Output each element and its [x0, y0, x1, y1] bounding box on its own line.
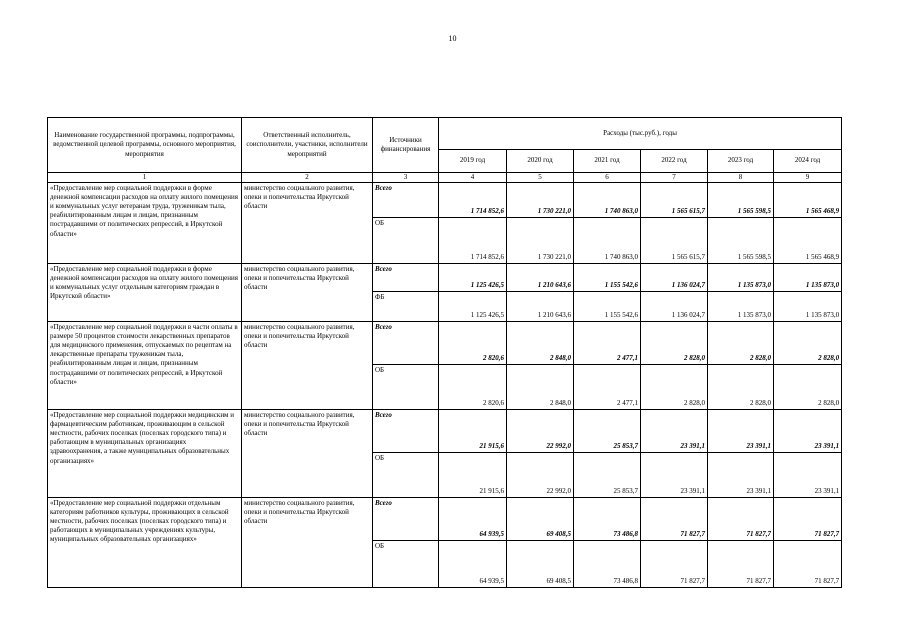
- source-total-label: Всего: [373, 322, 439, 365]
- total-value: 2 820,6: [439, 322, 507, 365]
- total-value: 2 828,0: [774, 322, 842, 365]
- total-value: 69 408,5: [507, 498, 574, 541]
- column-number: 3: [373, 173, 439, 183]
- source-fb-label: ОБ: [373, 541, 439, 588]
- header-year: 2019 год: [439, 150, 507, 173]
- header-year: 2022 год: [641, 150, 708, 173]
- fb-value: 1 565 468,9: [774, 218, 842, 264]
- total-value: 2 477,1: [574, 322, 641, 365]
- total-value: 2 828,0: [708, 322, 774, 365]
- column-number: 8: [708, 173, 774, 183]
- total-value: 23 391,1: [774, 410, 842, 453]
- header-sources: Источники финансирования: [373, 118, 439, 173]
- fb-value: 1 740 863,0: [574, 218, 641, 264]
- fb-value: 2 477,1: [574, 365, 641, 410]
- fb-value: 23 391,1: [774, 453, 842, 498]
- total-value: 1 135 873,0: [774, 264, 842, 292]
- header-year: 2020 год: [507, 150, 574, 173]
- fb-value: 71 827,7: [774, 541, 842, 588]
- fb-value: 71 827,7: [708, 541, 774, 588]
- fb-value: 2 848,0: [507, 365, 574, 410]
- fb-value: 1 565 615,7: [641, 218, 708, 264]
- fb-value: 2 820,6: [439, 365, 507, 410]
- program-executor: министерство социального развития, опеки и попечительства Иркутской области: [242, 410, 373, 498]
- column-number: 6: [574, 173, 641, 183]
- fb-value: 1 136 024,7: [641, 292, 708, 322]
- fb-value: 1 135 873,0: [774, 292, 842, 322]
- column-number: 4: [439, 173, 507, 183]
- total-value: 1 155 542,6: [574, 264, 641, 292]
- fb-value: 71 827,7: [641, 541, 708, 588]
- total-value: 1 125 426,5: [439, 264, 507, 292]
- total-value: 2 848,0: [507, 322, 574, 365]
- program-row-total: [48, 322, 842, 365]
- program-executor: министерство социального развития, опеки и попечительства Иркутской области: [242, 183, 373, 264]
- total-value: 71 827,7: [774, 498, 842, 541]
- total-value: 1 210 643,6: [507, 264, 574, 292]
- fb-value: 69 408,5: [507, 541, 574, 588]
- program-row-total: [48, 264, 842, 292]
- column-number: 2: [242, 173, 373, 183]
- fb-value: 1 565 598,5: [708, 218, 774, 264]
- total-value: 71 827,7: [641, 498, 708, 541]
- source-fb-label: ОБ: [373, 365, 439, 410]
- header-year: 2024 год: [774, 150, 842, 173]
- total-value: 71 827,7: [708, 498, 774, 541]
- fb-value: 1 714 852,6: [439, 218, 507, 264]
- header-year: 2023 год: [708, 150, 774, 173]
- program-name: «Предоставление мер социальной поддержки в форме денежной компенсации расходов на оплату жилого помещения и коммунальных услуг отдельным категориям граждан в Иркутской области»: [48, 264, 242, 322]
- program-name: «Предоставление мер социальной поддержки в форме денежной компенсации расходов на оплату жилого помещения и коммунальных услуг ветеранам труда, труженикам тыла, реабилитированным лицам и лицам, признанным пострадавшими от политических репрессий, в Иркутской области»: [48, 183, 242, 264]
- total-value: 73 486,8: [574, 498, 641, 541]
- source-total-label: Всего: [373, 264, 439, 292]
- total-value: 1 565 598,5: [708, 183, 774, 218]
- program-executor: министерство социального развития, опеки и попечительства Иркутской области: [242, 498, 373, 588]
- header-row: [48, 118, 842, 150]
- header-executor: Ответственный исполнитель, соисполнители, участники, исполнители мероприятий: [242, 118, 373, 173]
- source-fb-label: ОБ: [373, 453, 439, 498]
- total-value: 1 135 873,0: [708, 264, 774, 292]
- program-executor: министерство социального развития, опеки и попечительства Иркутской области: [242, 322, 373, 410]
- fb-value: 1 210 643,6: [507, 292, 574, 322]
- fb-value: 21 915,6: [439, 453, 507, 498]
- fb-value: 2 828,0: [641, 365, 708, 410]
- fb-value: 1 135 873,0: [708, 292, 774, 322]
- fb-value: 23 391,1: [708, 453, 774, 498]
- fb-value: 1 125 426,5: [439, 292, 507, 322]
- program-name: «Предоставление мер социальной поддержки медицинским и фармацевтическим работникам, проживающим в сельской местности, рабочих поселках (поселках городского типа) и работающим в муниципальных организациях здравоохранения, а также муниципальных образовательных организациях»: [48, 410, 242, 498]
- fb-value: 73 486,8: [574, 541, 641, 588]
- total-value: 64 939,5: [439, 498, 507, 541]
- total-value: 1 565 615,7: [641, 183, 708, 218]
- page-number: 10: [448, 34, 457, 43]
- header-year: 2021 год: [574, 150, 641, 173]
- fb-value: 64 939,5: [439, 541, 507, 588]
- fb-value: 1 730 221,0: [507, 218, 574, 264]
- total-value: 23 391,1: [708, 410, 774, 453]
- header-name: Наименование государственной программы, подпрограммы, ведомственной целевой программы, основного мероприятия, мероприятия: [48, 118, 242, 173]
- fb-value: 2 828,0: [708, 365, 774, 410]
- source-total-label: Всего: [373, 498, 439, 541]
- total-value: 1 714 852,6: [439, 183, 507, 218]
- fb-value: 2 828,0: [774, 365, 842, 410]
- source-fb-label: ОБ: [373, 218, 439, 264]
- total-value: 1 136 024,7: [641, 264, 708, 292]
- source-total-label: Всего: [373, 183, 439, 218]
- total-value: 1 730 221,0: [507, 183, 574, 218]
- total-value: 1 740 863,0: [574, 183, 641, 218]
- total-value: 22 992,0: [507, 410, 574, 453]
- column-numbers-row: [48, 173, 842, 183]
- program-row-total: [48, 410, 842, 453]
- budget-table: [47, 117, 842, 588]
- column-number: 1: [48, 173, 242, 183]
- program-name: «Предоставление мер социальной поддержки в части оплаты в размере 50 процентов стоимости лекарственных препаратов для медицинского применения, отпускаемых по рецептам на лекарственные препараты труженикам тыла, реабилитированным лицам и лицам, признанным пострадавшими от политических репрессий, в Иркутской области»: [48, 322, 242, 410]
- column-number: 9: [774, 173, 842, 183]
- fb-value: 22 992,0: [507, 453, 574, 498]
- total-value: 25 853,7: [574, 410, 641, 453]
- column-number: 5: [507, 173, 574, 183]
- fb-value: 23 391,1: [641, 453, 708, 498]
- program-executor: министерство социального развития, опеки и попечительства Иркутской области: [242, 264, 373, 322]
- program-name: «Предоставление мер социальной поддержки отдельным категориям работников культуры, проживающих в сельской местности, рабочих поселках (поселках городского типа) и работающих в муниципальных учреждениях культуры, муниципальных образовательных организациях»: [48, 498, 242, 588]
- source-total-label: Всего: [373, 410, 439, 453]
- program-row-total: [48, 183, 842, 218]
- program-row-total: [48, 498, 842, 541]
- source-fb-label: ФБ: [373, 292, 439, 322]
- total-value: 21 915,6: [439, 410, 507, 453]
- total-value: 2 828,0: [641, 322, 708, 365]
- fb-value: 1 155 542,6: [574, 292, 641, 322]
- header-expenses: Расходы (тыс.руб.), годы: [439, 118, 842, 150]
- column-number: 7: [641, 173, 708, 183]
- fb-value: 25 853,7: [574, 453, 641, 498]
- total-value: 23 391,1: [641, 410, 708, 453]
- total-value: 1 565 468,9: [774, 183, 842, 218]
